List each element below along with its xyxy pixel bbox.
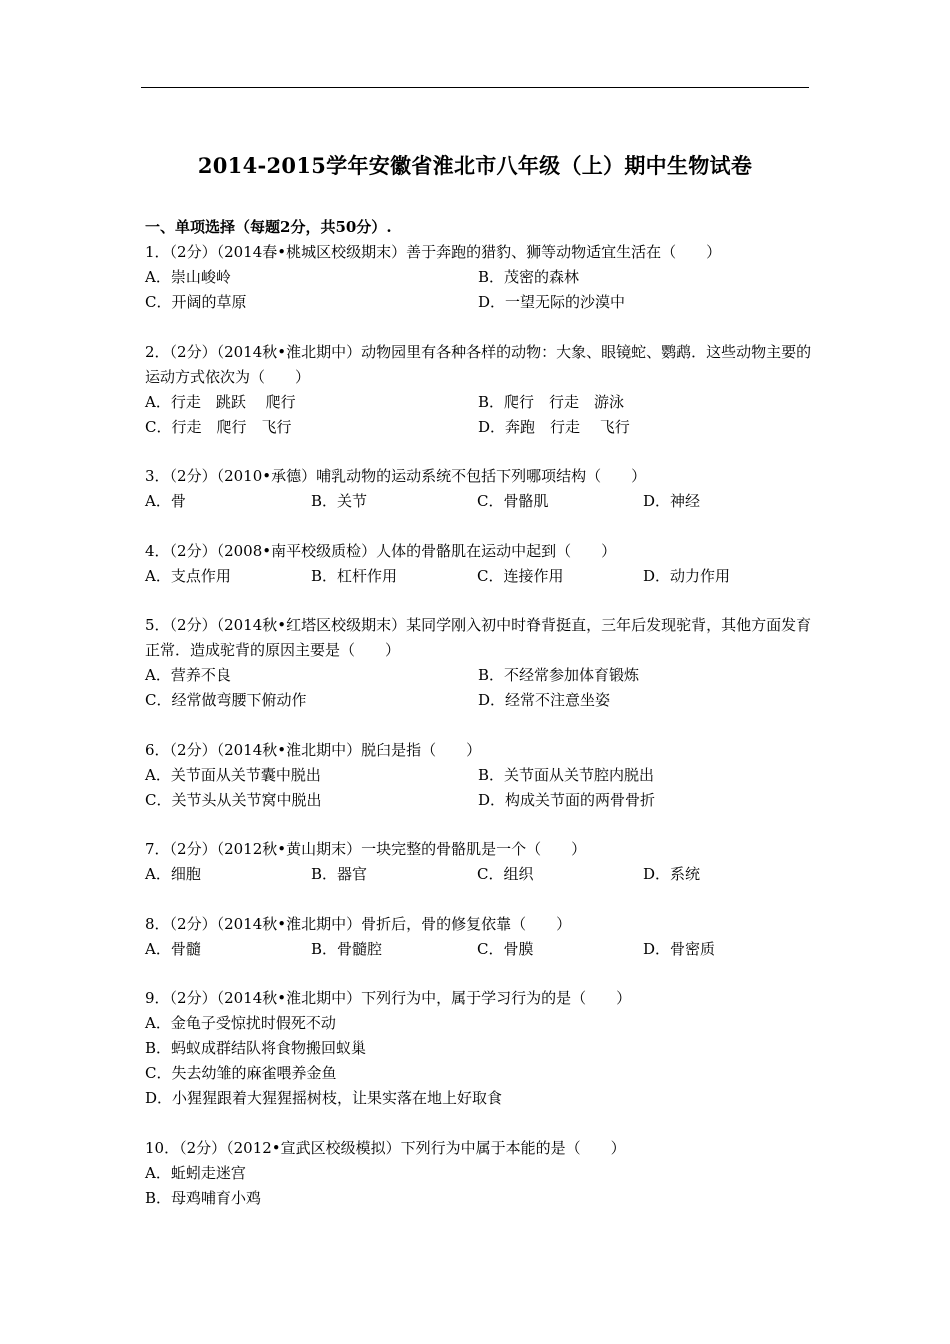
options: [145, 937, 815, 962]
option-a: A．细胞: [145, 865, 201, 883]
question-list: [145, 215, 815, 1235]
page-title: 2014-2015学年安徽省淮北市八年级（上）期中生物试卷: [197, 153, 753, 178]
options: [145, 564, 815, 589]
question-4: [145, 539, 815, 589]
option-b: B．爬行 行走 游泳: [478, 392, 625, 411]
section-header: 一、单项选择（每题2分，共50分）.: [145, 218, 392, 236]
option-b: B．杠杆作用: [311, 566, 398, 585]
option-c: C．行走 爬行 飞行: [145, 417, 292, 436]
question-6: [145, 738, 815, 813]
question-stem: 3．（2分）（2010•承德）哺乳动物的运动系统不包括下列哪项结构（ ）: [145, 467, 647, 485]
option-a: A．行走 跳跃 爬行: [145, 392, 296, 411]
options: [145, 1011, 815, 1111]
option-b: B．不经常参加体育锻炼: [478, 666, 640, 684]
option-d: D．骨密质: [643, 939, 716, 958]
option-a: A．支点作用: [145, 566, 231, 585]
option-b: B．母鸡哺育小鸡: [145, 1188, 262, 1207]
option-b: B．关节面从关节腔内脱出: [478, 765, 655, 784]
header-rule: [141, 87, 809, 88]
question-stem: 2．（2分）（2014秋•淮北期中）动物园里有各种各样的动物：大象、眼镜蛇、鹦鹉．这些动物主要的运动方式依次为（ ）: [145, 342, 812, 386]
question-10: [145, 1136, 815, 1211]
option-a: A．骨: [145, 492, 186, 510]
option-a: A．骨髓: [145, 939, 201, 958]
question-8: [145, 912, 815, 962]
question-stem: 4．（2分）（2008•南平校级质检）人体的骨骼肌在运动中起到（ ）: [145, 541, 617, 560]
option-c: C．经常做弯腰下俯动作: [145, 691, 307, 709]
question-5: [145, 613, 815, 713]
options: [145, 265, 815, 315]
option-d: D．神经: [643, 492, 701, 510]
option-a: A．营养不良: [145, 666, 231, 684]
option-d: D．奔跑 行走 飞行: [478, 417, 630, 436]
option-c: C．失去幼雏的麻雀喂养金鱼: [145, 1064, 337, 1082]
question-9: [145, 986, 815, 1111]
question-2: [145, 340, 815, 440]
option-b: B．蚂蚁成群结队将食物搬回蚁巢: [145, 1039, 367, 1057]
question-1: [145, 240, 815, 315]
option-d: D．一望无际的沙漠中: [478, 293, 626, 311]
question-3: [145, 464, 815, 514]
question-stem: 5．（2分）（2014秋•红塔区校级期末）某同学刚入初中时脊背挺直，三年后发现驼背，其他方面发育正常．造成驼背的原因主要是（ ）: [145, 616, 812, 659]
options: [145, 1161, 815, 1211]
option-c: C．关节头从关节窝中脱出: [145, 790, 322, 809]
option-d: D．小猩猩跟着大猩猩摇树枝，让果实落在地上好取食: [145, 1089, 503, 1107]
option-d: D．经常不注意坐姿: [478, 691, 611, 709]
option-b: B．器官: [311, 865, 368, 883]
option-a: A．关节面从关节囊中脱出: [145, 765, 321, 784]
option-b: B．茂密的森林: [478, 268, 580, 286]
option-d: D．构成关节面的两骨骨折: [478, 790, 656, 809]
option-c: C．骨膜: [477, 939, 534, 958]
question-stem: 1．（2分）（2014春•桃城区校级期末）善于奔跑的猎豹、狮等动物适宜生活在（ ）: [145, 243, 722, 261]
option-d: D．动力作用: [643, 566, 731, 585]
option-a: A．金龟子受惊扰时假死不动: [145, 1014, 336, 1032]
option-a: A．蚯蚓走迷宫: [145, 1163, 246, 1182]
options: [145, 390, 815, 440]
question-stem: 7．（2分）（2012秋•黄山期末）一块完整的骨骼肌是一个（ ）: [145, 840, 587, 858]
options: [145, 763, 815, 813]
option-b: B．骨髓腔: [311, 939, 383, 958]
option-d: D．系统: [643, 865, 701, 883]
options: [145, 862, 815, 887]
option-a: A．崇山峻岭: [145, 268, 231, 286]
options: [145, 489, 815, 514]
question-stem: 10．（2分）（2012•宣武区校级模拟）下列行为中属于本能的是（ ）: [145, 1138, 626, 1157]
question-stem: 9．（2分）（2014秋•淮北期中）下列行为中，属于学习行为的是（ ）: [145, 989, 632, 1007]
question-stem: 8．（2分）（2014秋•淮北期中）骨折后，骨的修复依靠（ ）: [145, 914, 572, 933]
option-c: C．骨骼肌: [477, 492, 549, 510]
option-c: C．开阔的草原: [145, 293, 247, 311]
question-stem: 6．（2分）（2014秋•淮北期中）脱臼是指（ ）: [145, 740, 482, 759]
question-7: [145, 837, 815, 887]
option-c: C．连接作用: [477, 566, 564, 585]
options: [145, 663, 815, 713]
option-c: C．组织: [477, 865, 534, 883]
option-b: B．关节: [311, 492, 368, 510]
